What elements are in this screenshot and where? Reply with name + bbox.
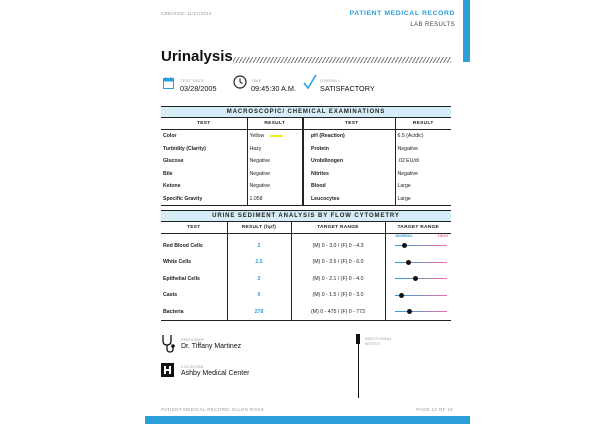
sediment-panel — [161, 210, 451, 321]
range-indicator — [395, 309, 447, 315]
column-header-result: RESULT — [395, 118, 451, 130]
notes-rule — [358, 344, 359, 398]
table-row: Bile Negative Nitrites Negative — [161, 168, 451, 181]
table-row: White Cells 2.5 (M) 0 - 3.5 / (F) 0 - 6.0 — [161, 254, 451, 271]
table-row: Bacteria 278 (M) 0 - 475 / (F) 0 - 773 — [161, 304, 451, 321]
table-row: Specific Gravity 1.058 Leucocytes Large — [161, 193, 451, 206]
table-row: Red Blood Cells 2 (M) 0 - 3.0 / (F) 0 - 4.3 — [161, 238, 451, 255]
hospital-icon — [161, 363, 174, 382]
sediment-heading: URINE SEDIMENT ANALYSIS BY FLOW CYTOMETRY — [161, 211, 451, 221]
high-legend-label: HIGH — [438, 233, 448, 238]
column-header-result: RESULT (hpf) — [227, 222, 291, 234]
table-row: Epithelial Cells 2 (M) 0 - 2.1 / (F) 0 - 4.0 — [161, 271, 451, 288]
table-header-row — [161, 118, 451, 130]
footer-patient: PATIENT MEDICAL RECORD: ELLEN ROSS — [161, 407, 264, 412]
macroscopic-panel — [161, 106, 451, 206]
range-indicator — [395, 243, 447, 249]
footer-accent-bar — [145, 416, 470, 424]
clock-icon — [233, 75, 247, 94]
table-row: Color Yellow pH (Reaction) 6.5 (Acidic) — [161, 130, 451, 143]
header-accent-stripe — [463, 0, 470, 62]
calendar-icon — [163, 76, 174, 94]
location-name: Ashby Medical Center — [181, 370, 250, 377]
stethoscope-icon — [161, 334, 175, 359]
created-date: CREATED: 11/27/2012 — [161, 11, 212, 16]
range-indicator — [395, 292, 447, 298]
checkmark-icon — [303, 74, 317, 95]
sediment-table — [161, 221, 451, 320]
color-result: Yellow — [249, 133, 265, 140]
range-marker — [402, 243, 407, 248]
location-label: LOCATION — [181, 364, 204, 369]
medical-record-page — [145, 0, 470, 424]
test-date-label: TEST DATE — [180, 78, 205, 83]
column-header-result: RESULT — [247, 118, 303, 130]
page-title: Urinalysis — [161, 48, 233, 65]
table-row: Ketone Negative Blood Large — [161, 180, 451, 193]
time-label: TIME — [251, 78, 262, 83]
column-header-test: TEST — [161, 118, 247, 130]
range-indicator — [395, 276, 447, 282]
range-marker — [406, 260, 411, 265]
table-row: Glucose Negative Urobilinogen .02 EU/dl — [161, 155, 451, 168]
notes-marker — [356, 334, 360, 344]
range-marker — [407, 309, 412, 314]
notes-label-line2: NOTES — [365, 341, 381, 346]
macroscopic-heading: MACROSCOPIC/ CHEMICAL EXAMINATIONS — [161, 107, 451, 117]
test-date-value: 03/28/2005 — [180, 84, 217, 93]
overall-value: SATISFACTORY — [320, 84, 375, 93]
range-marker — [413, 276, 418, 281]
table-header-row — [161, 222, 451, 234]
notes-label-line1: ADDITIONAL — [365, 336, 393, 341]
record-title: PATIENT MEDICAL RECORD — [349, 10, 455, 17]
record-subtitle: LAB RESULTS — [410, 22, 455, 28]
overall-label: OVERALL — [320, 78, 341, 83]
provider-label: PROVIDER — [181, 337, 205, 342]
range-marker — [399, 293, 404, 298]
table-row: Turbidity (Clarity) Hazy Protein Negative — [161, 143, 451, 156]
column-header-range: TARGET RANGE — [291, 222, 385, 234]
normal-legend-label: NORMAL — [395, 233, 414, 238]
time-value: 09:45:30 A.M. — [251, 84, 297, 93]
table-row: Casts 0 (M) 0 - 1.5 / (F) 0 - 3.0 — [161, 287, 451, 304]
title-hatch-rule — [233, 57, 451, 63]
provider-name: Dr. Tiffany Martinez — [181, 343, 242, 350]
column-header-test: TEST — [309, 118, 395, 130]
footer-page-number: PAGE 12 OF 15 — [416, 407, 453, 412]
macroscopic-table — [161, 117, 451, 205]
column-header-test: TEST — [161, 222, 227, 234]
range-indicator — [395, 259, 447, 265]
yellow-color-swatch — [270, 135, 283, 137]
column-header-range-visual: TARGET RANGE — [385, 222, 451, 234]
